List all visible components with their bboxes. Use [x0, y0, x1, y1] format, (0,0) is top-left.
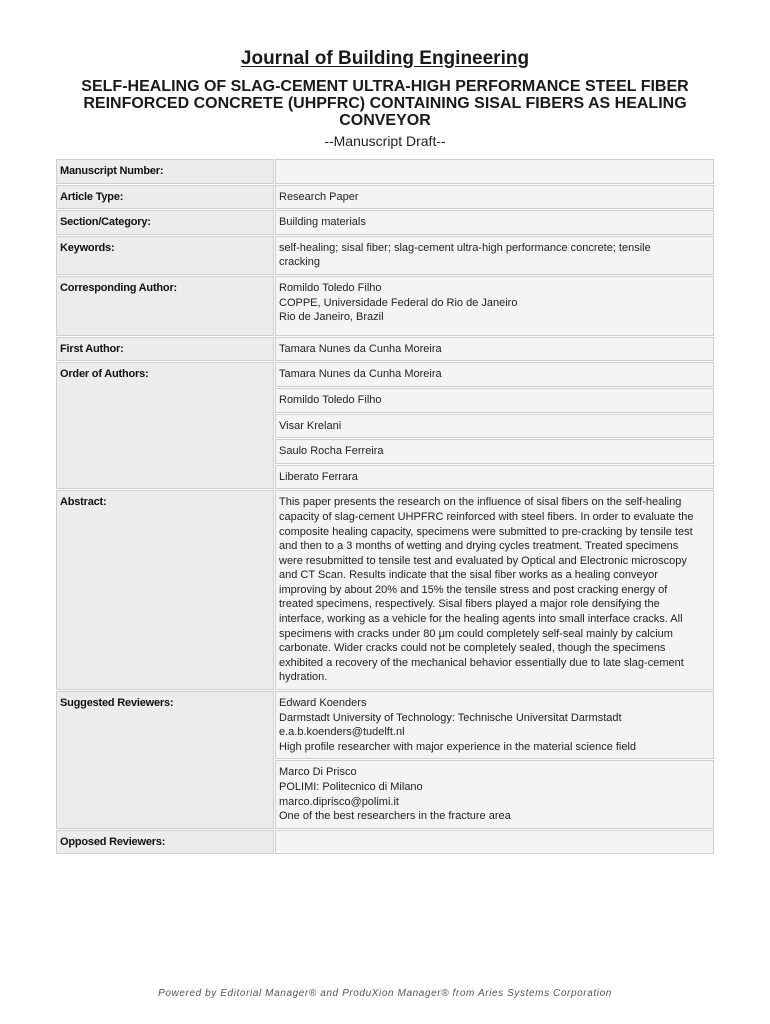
abstract-line: and CT Scan. Results indicate that the sisal fiber works as a healing conveyor: [279, 569, 658, 582]
author-name: Romildo Toledo Filho: [279, 281, 382, 294]
label-suggested-reviewers: Suggested Reviewers:: [56, 691, 274, 829]
row-opposed-reviewers: [56, 830, 714, 855]
label-manuscript-number: Manuscript Number:: [56, 159, 274, 184]
manuscript-title: [35, 78, 735, 129]
value-opposed-reviewers: [275, 830, 714, 855]
reviewer-email: marco.diprisco@polimi.it: [279, 795, 399, 808]
row-section: [56, 210, 714, 235]
abstract-line: and then to a 3 months of wetting and drying cycles treatment. Treated specimens: [279, 540, 679, 553]
reviewer-reason: One of the best researchers in the fracture area: [279, 810, 511, 823]
abstract-line: treated specimens, respectively. Sisal fibers played a major role densifying the: [279, 598, 660, 611]
keywords-line: cracking: [279, 256, 320, 269]
label-abstract: Abstract:: [56, 490, 274, 690]
row-abstract: [56, 490, 714, 690]
reviewer-affiliation: Darmstadt University of Technology: Technische Universitat Darmstadt: [279, 711, 622, 724]
keywords-line: self-healing; sisal fiber; slag-cement ultra-high performance concrete; tensile: [279, 241, 651, 254]
reviewer-name: Marco Di Prisco: [279, 766, 357, 779]
manuscript-metadata-table: [55, 158, 715, 855]
value-section: Building materials: [275, 210, 714, 235]
author-location: Rio de Janeiro, Brazil: [279, 311, 384, 324]
abstract-line: were resubmitted to tensile test and evaluated by Optical and Electronic microscopy: [279, 554, 687, 567]
reviewer-affiliation: POLIMI: Politecnico di Milano: [279, 781, 423, 793]
abstract-line: composite healing capacity, specimens were submitted to pre-cracking by tensile test: [279, 525, 693, 538]
value-keywords: [275, 236, 714, 275]
author-list-item: Tamara Nunes da Cunha Moreira: [275, 362, 714, 387]
label-article-type: Article Type:: [56, 185, 274, 210]
row-corresponding-author: [56, 276, 714, 336]
title-line: CONVEYOR: [339, 112, 431, 129]
journal-title: Journal of Building Engineering: [240, 48, 530, 69]
label-opposed-reviewers: Opposed Reviewers:: [56, 830, 274, 855]
abstract-line: improving by about 20% and 15% the tensile stress and post cracking energy of: [279, 583, 668, 596]
label-corresponding-author: Corresponding Author:: [56, 276, 274, 336]
row-article-type: [56, 185, 714, 210]
author-list-item: Saulo Rocha Ferreira: [275, 439, 714, 464]
footer-powered-by: Powered by Editorial Manager® and ProduXion Manager® from Aries Systems Corporation: [158, 988, 612, 999]
abstract-line: specimens with cracks under 80 μm could completely self-seal mainly by calcium: [279, 627, 673, 640]
title-line: REINFORCED CONCRETE (UHPFRC) CONTAINING SISAL FIBERS AS HEALING: [83, 95, 687, 112]
author-list-item: Visar Krelani: [275, 414, 714, 439]
reviewer-name: Edward Koenders: [279, 697, 367, 710]
row-order-of-authors: [56, 362, 714, 387]
label-first-author: First Author:: [56, 337, 274, 362]
value-article-type: Research Paper: [275, 185, 714, 210]
value-first-author: Tamara Nunes da Cunha Moreira: [275, 337, 714, 362]
manuscript-draft-label: --Manuscript Draft--: [324, 133, 446, 149]
author-list-item: Liberato Ferrara: [275, 465, 714, 490]
row-first-author: [56, 337, 714, 362]
reviewer-reason: High profile researcher with major experience in the material science field: [279, 740, 637, 753]
reviewer-entry: [275, 691, 714, 759]
reviewer-entry: [275, 760, 714, 828]
label-keywords: Keywords:: [56, 236, 274, 275]
abstract-line: hydration.: [279, 671, 328, 684]
value-corresponding-author: [275, 276, 714, 336]
abstract-line: interface, working as a vehicle for the healing agents into small interface cracks. All: [279, 613, 683, 626]
abstract-line: exhibited a recovery of the mechanical behavior essentially due to late slag-cement: [279, 656, 684, 669]
author-list-item: Romildo Toledo Filho: [275, 388, 714, 413]
title-line: SELF-HEALING OF SLAG-CEMENT ULTRA-HIGH PERFORMANCE STEEL FIBER: [81, 78, 689, 95]
abstract-line: This paper presents the research on the influence of sisal fibers on the self-healing: [279, 496, 682, 509]
value-abstract: [275, 490, 714, 690]
row-keywords: [56, 236, 714, 275]
row-manuscript-number: [56, 159, 714, 184]
reviewer-email: e.a.b.koenders@tudelft.nl: [279, 726, 405, 739]
row-suggested-reviewers: [56, 691, 714, 759]
label-order-of-authors: Order of Authors:: [56, 362, 274, 489]
abstract-line: capacity of slag-cement UHPFRC reinforced with steel fibers. In order to evaluate the: [279, 510, 694, 523]
label-section: Section/Category:: [56, 210, 274, 235]
value-manuscript-number: [275, 159, 714, 184]
author-affiliation: COPPE, Universidade Federal do Rio de Janeiro: [279, 296, 518, 309]
abstract-line: carbonate. Wider cracks could not be completely sealed, though the specimens: [279, 642, 666, 655]
document-header: [0, 46, 770, 151]
